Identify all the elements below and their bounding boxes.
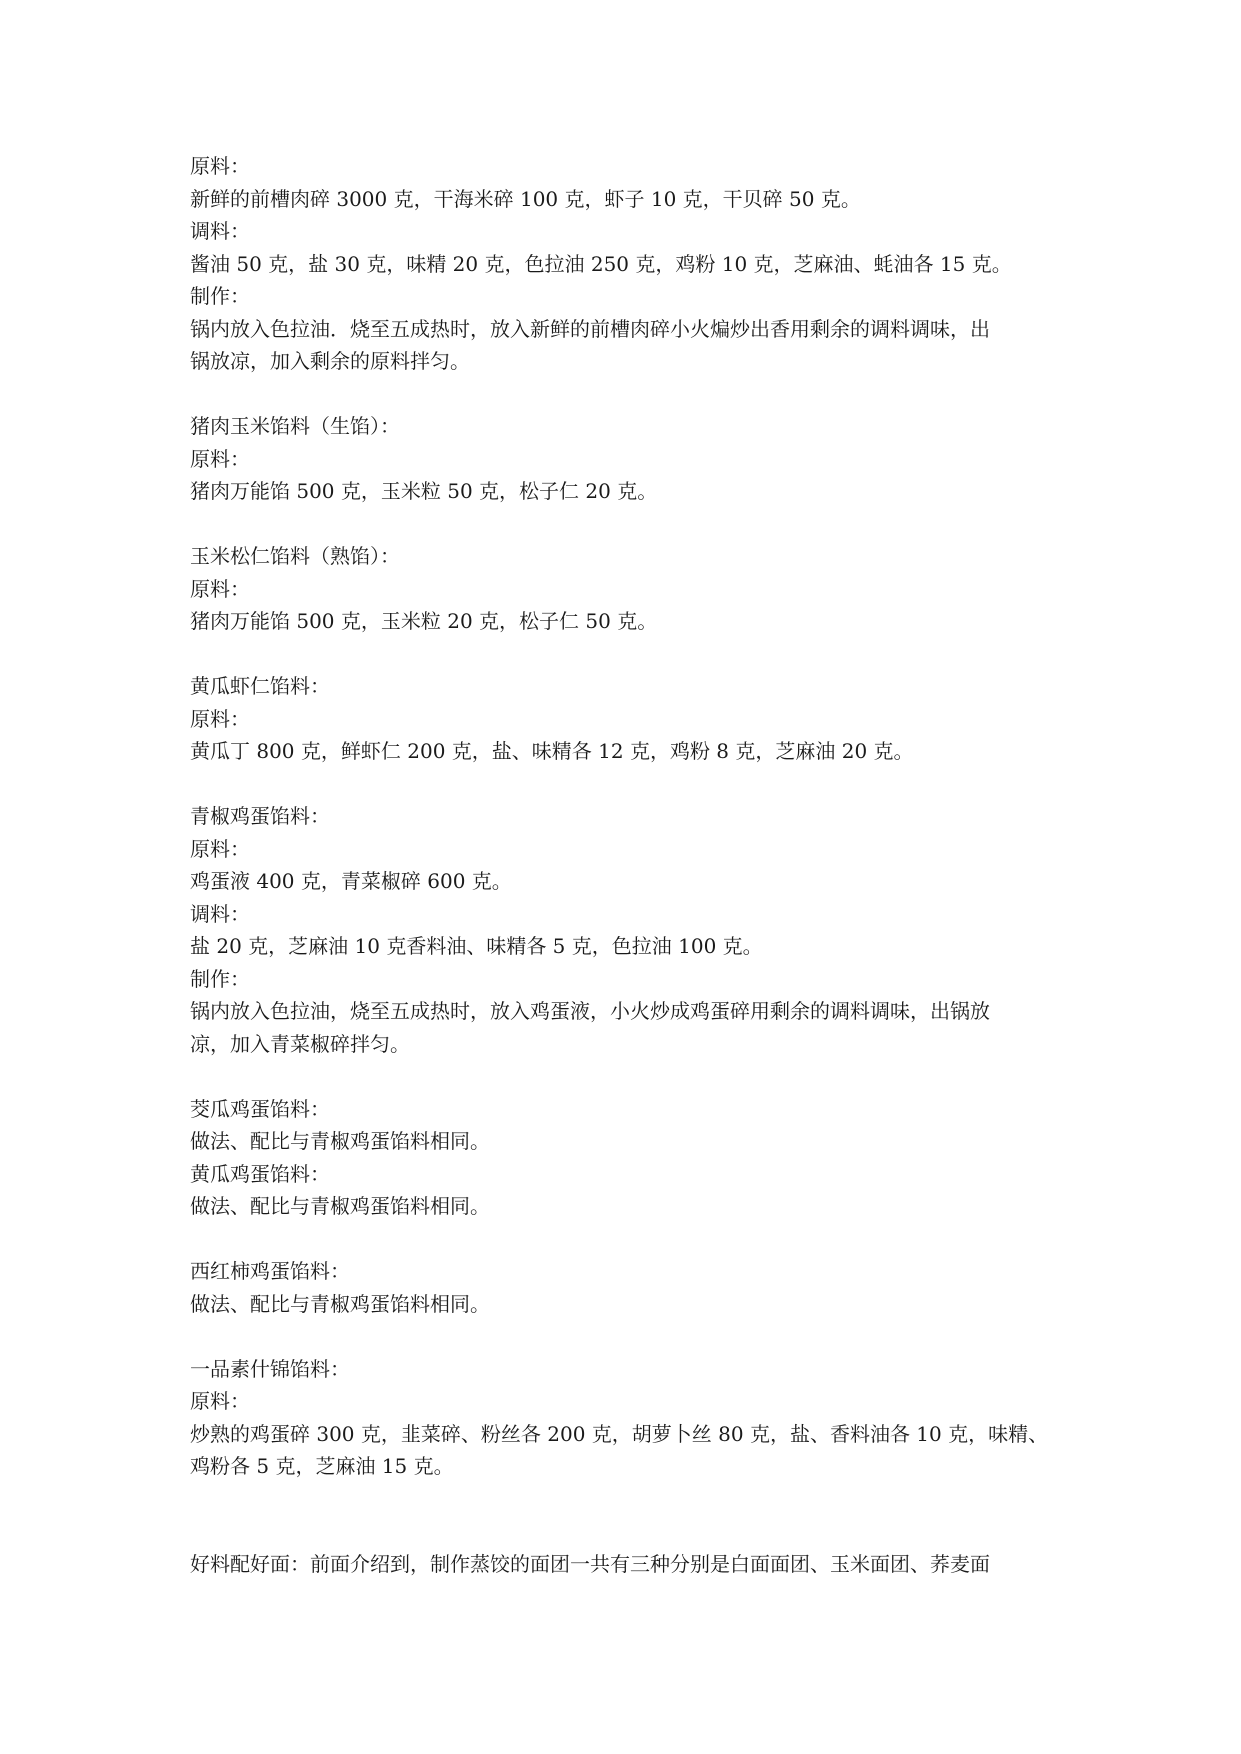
text-line: 原料： <box>190 706 250 731</box>
text-line: 制作： <box>190 284 250 308</box>
text-line: 原料： <box>190 446 250 471</box>
text-line: 制作： <box>190 966 250 991</box>
text-line: 黄瓜丁 800 克，鲜虾仁 200 克，盐、味精各 12 克，鸡粉 8 克，芝麻油 20 克。 <box>190 739 914 763</box>
paragraph-spacer <box>190 638 1070 671</box>
text-line: 原料： <box>190 576 250 601</box>
paragraph-spacer <box>190 768 1070 801</box>
document-body <box>190 150 1070 1580</box>
section-heading: 西红柿鸡蛋馅料： <box>190 1259 350 1283</box>
text-line: 原料： <box>190 1389 250 1413</box>
text-line: 原料： <box>190 836 250 861</box>
text-line: 调料： <box>190 219 250 243</box>
text-line: 鸡蛋液 400 克，青菜椒碎 600 克。 <box>190 869 512 893</box>
text-line: 做法、配比与青椒鸡蛋馅料相同。 <box>190 1194 490 1218</box>
section-heading: 猪肉玉米馅料（生馅）： <box>190 414 400 438</box>
paragraph-spacer <box>190 1223 1070 1256</box>
text-line: 猪肉万能馅 500 克，玉米粒 50 克，松子仁 20 克。 <box>190 479 658 503</box>
paragraph-spacer <box>190 508 1070 541</box>
text-line: 做法、配比与青椒鸡蛋馅料相同。 <box>190 1129 490 1153</box>
section-heading: 玉米松仁馅料（熟馅）： <box>190 544 400 568</box>
text-line: 好料配好面：前面介绍到，制作蒸饺的面团一共有三种分别是白面面团、玉米面团、荞麦面 <box>190 1551 990 1576</box>
text-line: 酱油 50 克，盐 30 克，味精 20 克，色拉油 250 克，鸡粉 10 克，芝麻油、蚝油各 15 克。 <box>190 251 1012 276</box>
section-heading: 青椒鸡蛋馅料： <box>190 804 330 828</box>
text-line: 炒熟的鸡蛋碎 300 克，韭菜碎、粉丝各 200 克，胡萝卜丝 80 克，盐、香料油各 10 克，味精、 <box>190 1421 1049 1446</box>
section-heading: 黄瓜虾仁馅料： <box>190 674 330 698</box>
paragraph-spacer <box>190 378 1070 411</box>
paragraph-spacer <box>190 1060 1070 1093</box>
section-heading: 一品素什锦馅料： <box>190 1356 350 1381</box>
text-line: 新鲜的前槽肉碎 3000 克，干海米碎 100 克，虾子 10 克，干贝碎 50 克。 <box>190 186 861 211</box>
text-line: 做法、配比与青椒鸡蛋馅料相同。 <box>190 1291 490 1316</box>
text-line: 锅放凉，加入剩余的原料拌匀。 <box>190 349 470 373</box>
text-line: 盐 20 克，芝麻油 10 克香料油、味精各 5 克，色拉油 100 克。 <box>190 934 763 958</box>
section-heading: 黄瓜鸡蛋馅料： <box>190 1161 330 1186</box>
text-line: 锅内放入色拉油，烧至五成热时，放入鸡蛋液，小火炒成鸡蛋碎用剩余的调料调味，出锅放 <box>190 999 990 1023</box>
text-line: 鸡粉各 5 克，芝麻油 15 克。 <box>190 1454 454 1478</box>
text-line: 猪肉万能馅 500 克，玉米粒 20 克，松子仁 50 克。 <box>190 609 658 633</box>
text-line: 调料： <box>190 901 250 926</box>
text-line: 原料： <box>190 154 250 178</box>
section-heading: 茭瓜鸡蛋馅料： <box>190 1096 330 1121</box>
paragraph-spacer <box>190 1483 1070 1548</box>
text-line: 凉，加入青菜椒碎拌匀。 <box>190 1031 410 1056</box>
paragraph-spacer <box>190 1320 1070 1353</box>
text-line: 锅内放入色拉油．烧至五成热时，放入新鲜的前槽肉碎小火煸炒出香用剩余的调料调味，出 <box>190 316 990 341</box>
